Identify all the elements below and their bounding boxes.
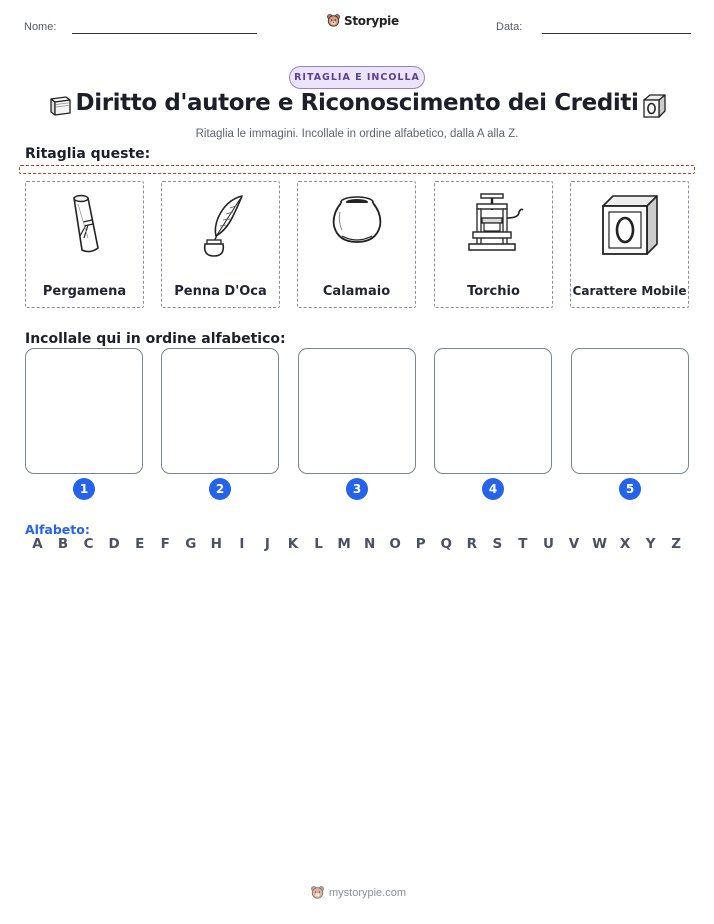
alphabet-letter: R: [466, 536, 477, 552]
alphabet-letter: T: [518, 536, 528, 552]
card-label: Pergamena: [42, 284, 127, 299]
brand-logo: [326, 13, 399, 28]
alphabet-letter: F: [160, 536, 170, 552]
cut-card-calamaio[interactable]: [297, 181, 416, 308]
footer-url: mystorypie.com: [329, 886, 407, 899]
slot-number: 5: [619, 478, 641, 500]
alphabet-row: [25, 536, 689, 552]
slot-number: 4: [482, 478, 504, 500]
alphabet-letter: O: [389, 536, 401, 552]
alphabet-letter: W: [592, 536, 607, 552]
alphabet-letter: J: [264, 536, 270, 552]
paste-slot-5[interactable]: [571, 348, 689, 474]
footer: [310, 885, 406, 900]
alphabet-letter: K: [287, 536, 299, 552]
alphabet-letter: Y: [645, 536, 656, 552]
printing-press-icon: [435, 190, 552, 264]
card-label: Carattere Mobile: [572, 284, 687, 298]
slot-number: 1: [73, 478, 95, 500]
alphabet-letter: S: [492, 536, 503, 552]
paste-slot-2[interactable]: [161, 348, 279, 474]
alphabet-letter: N: [363, 536, 376, 552]
alphabet-letter: U: [542, 536, 554, 552]
cut-heading: Ritaglia queste:: [25, 146, 151, 162]
paste-slot-4[interactable]: [434, 348, 552, 474]
cut-card-torchio[interactable]: [434, 181, 553, 308]
bear-icon: [310, 885, 325, 900]
date-label: Data:: [496, 21, 523, 33]
alphabet-letter: A: [32, 536, 43, 552]
alphabet-letter: L: [314, 536, 323, 552]
brand-name: Storypie: [344, 13, 399, 28]
activity-badge: RITAGLIA E INCOLLA: [289, 66, 425, 89]
alphabet-letter: I: [239, 536, 245, 552]
name-line: [72, 33, 257, 34]
alphabet-letter: E: [135, 536, 145, 552]
slot-number: 3: [346, 478, 368, 500]
cut-card-pergamena[interactable]: [25, 181, 144, 308]
alphabet-letter: Q: [440, 536, 452, 552]
card-label: Torchio: [467, 284, 520, 299]
movable-type-icon: [571, 190, 688, 264]
cut-line: [19, 165, 695, 174]
alphabet-letter: Z: [671, 536, 682, 552]
alphabet-letter: V: [568, 536, 580, 552]
alphabet-letter: X: [619, 536, 631, 552]
alphabet-letter: D: [108, 536, 120, 552]
alphabet-letter: M: [337, 536, 351, 552]
alphabet-letter: P: [415, 536, 426, 552]
letter-block-icon: [640, 92, 668, 120]
date-line: [542, 33, 691, 34]
alphabet-letter: B: [57, 536, 69, 552]
cut-card-carattere-mobile[interactable]: [570, 181, 689, 308]
paste-slot-3[interactable]: [298, 348, 416, 474]
inkpot-icon: [298, 190, 415, 264]
card-label: Penna D'Oca: [174, 284, 267, 299]
slot-number: 2: [209, 478, 231, 500]
alphabet-letter: G: [185, 536, 197, 552]
name-label: Nome:: [24, 21, 57, 33]
quill-icon: [162, 190, 279, 264]
bear-icon: [326, 13, 341, 28]
alphabet-heading: Alfabeto:: [25, 522, 90, 537]
alphabet-letter: H: [210, 536, 222, 552]
alphabet-letter: C: [83, 536, 94, 552]
paste-slot-1[interactable]: [25, 348, 143, 474]
cut-card-penna-doca[interactable]: [161, 181, 280, 308]
instructions: Ritaglia le immagini. Incollale in ordine alfabetico, dalla A alla Z.: [195, 128, 519, 140]
paste-heading: Incollale qui in ordine alfabetico:: [25, 331, 286, 347]
page-title: Diritto d'autore e Riconoscimento dei Crediti: [75, 90, 639, 116]
card-label: Calamaio: [322, 284, 391, 299]
scroll-icon: [26, 190, 143, 264]
